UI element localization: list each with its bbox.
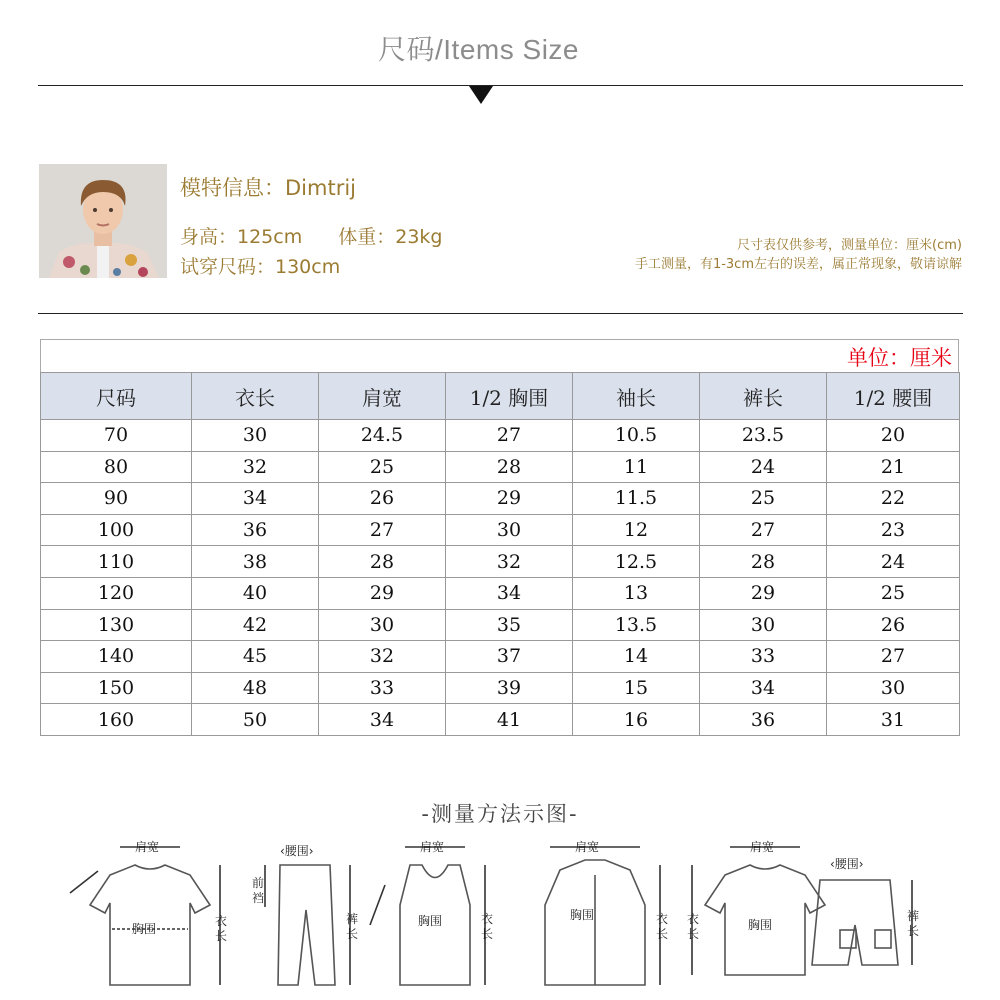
table-cell: 24 — [700, 451, 827, 483]
table-cell: 33 — [700, 641, 827, 673]
svg-text:长: 长 — [907, 924, 920, 938]
table-cell: 42 — [192, 609, 319, 641]
tshirt2-chest-label: 胸围 — [748, 918, 773, 932]
table-cell: 12 — [573, 514, 700, 546]
table-cell: 23.5 — [700, 420, 827, 452]
table-cell: 130 — [41, 609, 192, 641]
table-cell: 21 — [827, 451, 960, 483]
model-photo — [39, 164, 167, 278]
table-cell: 25 — [700, 483, 827, 515]
table-cell: 34 — [319, 704, 446, 736]
tshirt-diagram-icon — [70, 839, 227, 985]
table-cell: 29 — [446, 483, 573, 515]
page-title: 尺码/Items Size — [378, 34, 579, 65]
table-cell: 30 — [700, 609, 827, 641]
table-row — [41, 577, 960, 609]
svg-text:前: 前 — [252, 876, 265, 890]
svg-text:衣: 衣 — [656, 912, 669, 926]
column-header: 衣长 — [192, 373, 319, 420]
error-note: 手工测量，有1-3cm左右的误差，属正常现象，敬请谅解 — [634, 257, 962, 272]
column-header: 裤长 — [700, 373, 827, 420]
tshirt2-shoulder-label: 肩宽 — [750, 840, 775, 854]
table-cell: 31 — [827, 704, 960, 736]
table-cell: 29 — [319, 577, 446, 609]
jacket-shoulder-label: 肩宽 — [575, 840, 600, 854]
table-cell: 24 — [827, 546, 960, 578]
table-body — [41, 420, 960, 736]
shoulder-label: 肩宽 — [135, 840, 160, 854]
table-cell: 160 — [41, 704, 192, 736]
table-cell: 28 — [446, 451, 573, 483]
table-cell: 14 — [573, 641, 700, 673]
table-cell: 13 — [573, 577, 700, 609]
table-cell: 11.5 — [573, 483, 700, 515]
chest-label: 胸围 — [132, 922, 157, 936]
table-cell: 20 — [827, 420, 960, 452]
measurement-diagram — [50, 835, 950, 995]
table-cell: 13.5 — [573, 609, 700, 641]
table-cell: 36 — [192, 514, 319, 546]
table-cell: 120 — [41, 577, 192, 609]
model-try-size: 试穿尺码：130cm — [180, 256, 341, 278]
svg-text:裤: 裤 — [907, 909, 920, 923]
table-cell: 34 — [700, 672, 827, 704]
table-cell: 34 — [446, 577, 573, 609]
model-weight: 体重：23kg — [338, 226, 443, 248]
table-row — [41, 704, 960, 736]
svg-text:裆: 裆 — [252, 891, 265, 905]
jacket-diagram-icon — [545, 839, 668, 985]
table-row — [41, 641, 960, 673]
pants-diagram-icon — [252, 844, 358, 985]
measure-title: -测量方法示图- — [421, 802, 579, 826]
table-cell: 30 — [192, 420, 319, 452]
table-cell: 27 — [700, 514, 827, 546]
table-cell: 23 — [827, 514, 960, 546]
table-cell: 27 — [446, 420, 573, 452]
boy-portrait-image — [39, 164, 167, 278]
table-cell: 22 — [827, 483, 960, 515]
reference-note: 尺寸表仅供参考，测量单位：厘米(cm) — [737, 238, 962, 253]
table-row — [41, 451, 960, 483]
table-cell: 38 — [192, 546, 319, 578]
svg-text:长: 长 — [656, 927, 669, 941]
table-row — [41, 672, 960, 704]
table-cell: 40 — [192, 577, 319, 609]
column-header: 袖长 — [573, 373, 700, 420]
table-cell: 70 — [41, 420, 192, 452]
table-cell: 41 — [446, 704, 573, 736]
column-header: 1/2 腰围 — [827, 373, 960, 420]
table-cell: 30 — [827, 672, 960, 704]
table-cell: 37 — [446, 641, 573, 673]
table-row — [41, 514, 960, 546]
size-table — [40, 339, 959, 736]
svg-text:衣: 衣 — [687, 912, 700, 926]
model-name: 模特信息：Dimtrij — [180, 176, 356, 200]
table-header-row — [41, 373, 960, 420]
table-cell: 12.5 — [573, 546, 700, 578]
table-cell: 27 — [827, 641, 960, 673]
svg-text:长: 长 — [215, 929, 228, 943]
table-cell: 80 — [41, 451, 192, 483]
column-header: 尺码 — [41, 373, 192, 420]
table-cell: 24.5 — [319, 420, 446, 452]
size-chart-table — [40, 372, 960, 736]
header-divider — [38, 85, 963, 86]
table-cell: 29 — [700, 577, 827, 609]
table-cell: 90 — [41, 483, 192, 515]
table-cell: 15 — [573, 672, 700, 704]
table-cell: 27 — [319, 514, 446, 546]
tank-top-diagram-icon — [370, 839, 493, 985]
table-cell: 30 — [446, 514, 573, 546]
svg-text:衣: 衣 — [215, 914, 228, 928]
vest-shoulder-label: 肩宽 — [420, 840, 445, 854]
table-cell: 50 — [192, 704, 319, 736]
svg-text:长: 长 — [481, 927, 494, 941]
table-cell: 33 — [319, 672, 446, 704]
table-row — [41, 609, 960, 641]
table-cell: 26 — [827, 609, 960, 641]
table-cell: 45 — [192, 641, 319, 673]
jacket-chest-label: 胸围 — [570, 908, 595, 922]
table-cell: 28 — [319, 546, 446, 578]
svg-text:衣: 衣 — [481, 912, 494, 926]
table-cell: 28 — [700, 546, 827, 578]
table-cell: 100 — [41, 514, 192, 546]
table-cell: 16 — [573, 704, 700, 736]
table-cell: 32 — [319, 641, 446, 673]
table-cell: 140 — [41, 641, 192, 673]
table-row — [41, 420, 960, 452]
tshirt-small-diagram-icon — [687, 839, 825, 975]
table-cell: 25 — [827, 577, 960, 609]
table-cell: 36 — [700, 704, 827, 736]
shorts-diagram-icon — [812, 857, 919, 965]
table-cell: 39 — [446, 672, 573, 704]
section-divider — [38, 313, 963, 314]
waist-label: ‹腰围› — [280, 844, 314, 858]
table-cell: 48 — [192, 672, 319, 704]
column-header: 肩宽 — [319, 373, 446, 420]
model-height: 身高：125cm — [180, 226, 303, 248]
svg-text:长: 长 — [687, 927, 700, 941]
table-cell: 25 — [319, 451, 446, 483]
table-cell: 32 — [446, 546, 573, 578]
table-cell: 10.5 — [573, 420, 700, 452]
unit-label: 单位：厘米 — [847, 346, 952, 370]
table-row — [41, 483, 960, 515]
table-row — [41, 546, 960, 578]
model-measurements — [180, 222, 442, 249]
column-header: 1/2 胸围 — [446, 373, 573, 420]
table-cell: 32 — [192, 451, 319, 483]
vest-chest-label: 胸围 — [418, 914, 443, 928]
table-cell: 150 — [41, 672, 192, 704]
table-cell: 30 — [319, 609, 446, 641]
down-triangle-icon — [469, 86, 493, 104]
table-cell: 110 — [41, 546, 192, 578]
svg-text:长: 长 — [346, 927, 359, 941]
table-cell: 34 — [192, 483, 319, 515]
svg-text:裤: 裤 — [346, 912, 359, 926]
table-cell: 35 — [446, 609, 573, 641]
table-cell: 26 — [319, 483, 446, 515]
unit-row — [40, 339, 959, 372]
shorts-waist-label: ‹腰围› — [830, 857, 864, 871]
table-cell: 11 — [573, 451, 700, 483]
